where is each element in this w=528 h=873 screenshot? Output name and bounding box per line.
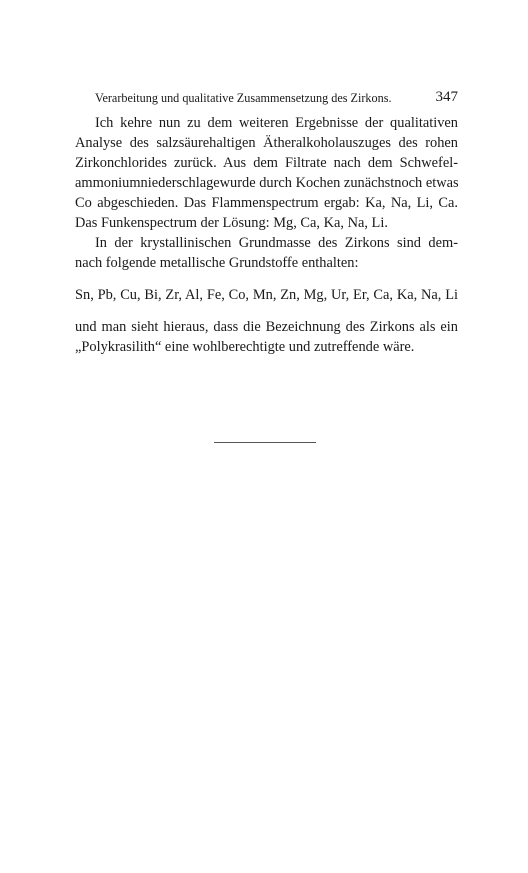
text-line: In der krystallinischen Grundmasse des Zirkons sind dem- (95, 235, 458, 251)
text-line: „Polykrasilith“ eine wohlberechtigte und zutreffende wäre. (75, 339, 415, 355)
running-head (95, 90, 458, 110)
text-line: und man sieht hieraus, dass die Bezeichnung des Zirkons als ein (75, 319, 458, 335)
text-line: Co abgeschieden. Das Flammenspectrum ergab: Ka, Na, Li, Ca. (75, 195, 458, 211)
text-line: Ich kehre nun zu dem weiteren Ergebnisse der qualitativen (95, 115, 458, 131)
body-text (75, 113, 458, 357)
text-line: Zirkonchlorides zurück. Aus dem Filtrate nach dem Schwefel- (75, 155, 458, 171)
text-line: Das Funkenspectrum der Lösung: Mg, Ca, Ka, Na, Li. (75, 215, 388, 231)
text-line: Analyse des salzsäurehaltigen Ätheralkoholauszuges des rohen (75, 135, 458, 151)
section-end-rule (214, 442, 316, 443)
text-line: nach folgende metallische Grundstoffe enthalten: (75, 255, 359, 271)
text-line: ammoniumniederschlagewurde durch Kochen zunächstnoch etwas (75, 175, 459, 191)
page-number: 347 (435, 89, 458, 105)
element-list-line: Sn, Pb, Cu, Bi, Zr, Al, Fe, Co, Mn, Zn, Mg, Ur, Er, Ca, Ka, Na, Li (75, 287, 458, 303)
running-title: Verarbeitung und qualitative Zusammensetzung des Zirkons. (95, 91, 392, 105)
